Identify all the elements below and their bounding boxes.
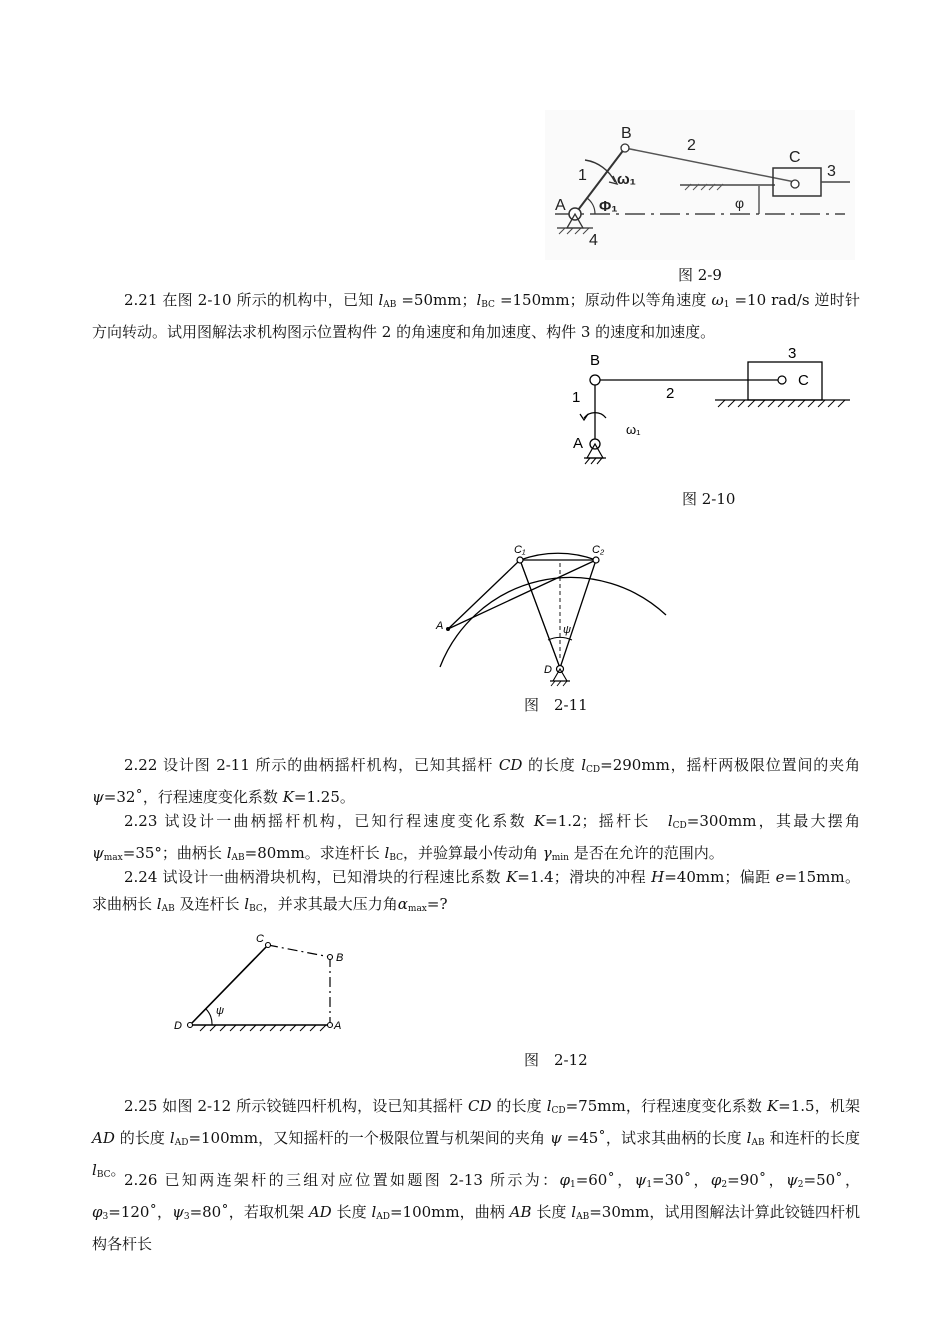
fig29-caption: 图 2-9 (678, 266, 722, 284)
fig210-label-c: C (798, 372, 809, 389)
problem-2-25: 2.25 如图 2-12 所示铰链四杆机构，设已知其摇杆 CD 的长度 $l_{CD}=75mm$，行程速度变化系数 K=1.5，机架 AD 的长度 $l_{AD}=100mm$，又知摇杆的一个极限位置与机架间的夹角 ψ =45˚，试求其曲柄的长度 $l_{AB}$ 和连杆的长度 $l_{BC}$。 (92, 1097, 860, 1180)
figure-2-9 (545, 110, 855, 260)
fig210-label-1: 1 (572, 389, 581, 406)
fig29-label-1: 1 (578, 167, 587, 184)
fig210-label-b: B (590, 352, 601, 369)
fig212-label-d: D (174, 1020, 182, 1032)
fig29-label-2: 2 (687, 137, 696, 154)
fig210-label-3: 3 (788, 345, 797, 362)
fig210-label-2: 2 (666, 385, 675, 402)
fig212-label-a: A (334, 1020, 342, 1032)
fig211-label-c1: C₁ (514, 544, 526, 556)
fig29-label-c: C (789, 149, 801, 166)
fig29-label-phi: Φ₁ (599, 198, 618, 215)
fig211-label-psi: ψ (563, 624, 572, 636)
fig212-label-b: B (336, 952, 344, 964)
fig29-label-sym: φ (735, 195, 745, 211)
fig29-label-3: 3 (827, 163, 836, 180)
fig211-label-c2: C₂ (592, 544, 605, 556)
problem-2-21: 2.21 在图 2-10 所示的机构中，已知 $l_{AB} =50mm$；$l_{BC} =150mm$；原动件以等角速度 $\omega_1 =10$ rad/s 逆时针方向转动。试用图解法求机构图示位置构件 2 的角速度和角加速度、构件 3 的速度和加速度。 (92, 291, 860, 341)
fig210-label-omega: ω₁ (626, 422, 641, 437)
problem-2-23: 2.23 试设计一曲柄摇杆机构，已知行程速度变化系数 K=1.2；摇杆长 $l_{CD}=300mm$，其最大摆角 $\psi_{max}=35^\circ$；曲柄长 $l_{AB}=80mm$。求连杆长 $l_{BC}$，并验算最小传动角 $\gamma_{min}$ 是否在允许的范围内。 (92, 812, 860, 863)
fig212-label-c: C (256, 933, 264, 945)
fig210-label-a: A (573, 435, 584, 452)
fig212-caption: 图 2-12 (524, 1051, 588, 1069)
figure-2-11 (430, 535, 680, 690)
figure-2-12 (170, 930, 360, 1040)
fig211-label-d: D (544, 664, 552, 676)
fig210-caption: 图 2-10 (682, 490, 736, 508)
problem-2-26: 2.26 已知两连架杆的三组对应位置如题图 2-13 所示为：$\varphi_1=60˚$，$\psi_1=30˚$，$\varphi_2=90˚$，$\psi_2=50˚$，$\varphi_3=120˚$，$\psi_3=80˚$，若取机架 AD 长度 $l_{AD}=100mm$，曲柄 AB 长度 $l_{AB}=30mm$，试用图解法计算此铰链四杆机构各杆长 (92, 1171, 861, 1253)
problem-2-22: 2.22 设计图 2-11 所示的曲柄摇杆机构，已知其摇杆 CD 的长度 $l_{CD}=290mm$，摇杆两极限位置间的夹角 ψ=32˚，行程速度变化系数 K=1.25。 (92, 756, 860, 806)
fig29-label-omega: ω₁ (617, 171, 636, 188)
fig29-label-4: 4 (589, 232, 598, 249)
fig212-label-psi: ψ (216, 1005, 225, 1017)
problem-2-24: 2.24 试设计一曲柄滑块机构，已知滑块的行程速比系数 K=1.4；滑块的冲程 H=40mm；偏距 e=15mm。求曲柄长 $l_{AB}$ 及连杆长 $l_{BC}$，并求其最大压力角$\alpha_{max}=$? (92, 868, 860, 914)
fig29-label-b: B (621, 125, 632, 142)
fig211-label-a: A (436, 620, 444, 632)
fig29-label-a: A (555, 197, 566, 214)
figure-2-10 (560, 340, 860, 475)
fig211-caption: 图 2-11 (524, 696, 588, 714)
